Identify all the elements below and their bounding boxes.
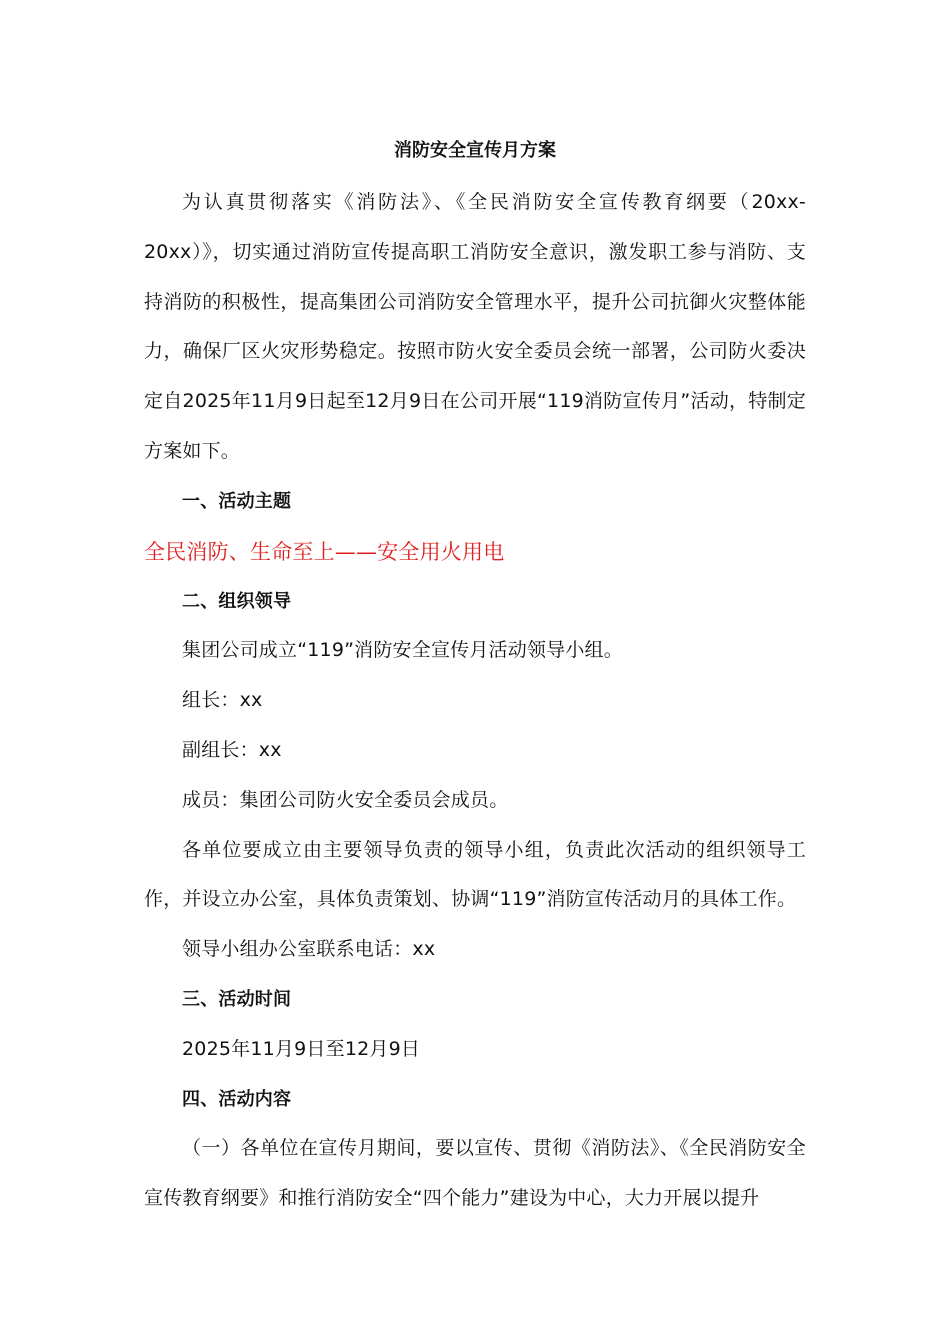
intro-paragraph: 为认真贯彻落实《消防法》、《全民消防安全宣传教育纲要（20xx-20xx）》，切实通过消防宣传提高职工消防安全意识，激发职工参与消防、支持消防的积极性，提高集团公司消防安全管理水平，提升公司抗御火灾整体能力，确保厂区火灾形势稳定。按照市防火安全委员会统一部署，公司防火委决定自2025年11月9日起至12月9日在公司开展“119消防宣传月”活动，特制定方案如下。 bbox=[144, 191, 806, 462]
section-heading-theme: 一、活动主题 bbox=[182, 490, 292, 512]
office-phone-line: 领导小组办公室联系电话：xx bbox=[182, 938, 436, 961]
activity-time-line: 2025年11月9日至12月9日 bbox=[182, 1037, 421, 1060]
deputy-leader-line: 副组长：xx bbox=[182, 738, 282, 761]
section-heading-content: 四、活动内容 bbox=[182, 1088, 292, 1110]
members-line: 成员：集团公司防火安全委员会成员。 bbox=[182, 788, 509, 811]
org-intro-paragraph: 集团公司成立“119”消防安全宣传月活动领导小组。 bbox=[182, 639, 623, 662]
document-body bbox=[144, 128, 806, 1224]
activity-theme: 全民消防、生命至上——安全用火用电 bbox=[144, 539, 505, 564]
units-paragraph: 各单位要成立由主要领导负责的领导小组，负责此次活动的组织领导工作，并设立办公室，具体负责策划、协调“119”消防宣传活动月的具体工作。 bbox=[144, 838, 806, 911]
section-heading-organization: 二、组织领导 bbox=[182, 590, 292, 612]
leader-line: 组长：xx bbox=[182, 689, 263, 712]
content-item-1-paragraph: （一）各单位在宣传月期间，要以宣传、贯彻《消防法》、《全民消防安全宣传教育纲要》和推行消防安全“四个能力”建设为中心，大力开展以提升 bbox=[144, 1137, 806, 1210]
section-heading-time: 三、活动时间 bbox=[182, 988, 292, 1010]
document-title: 消防安全宣传月方案 bbox=[394, 140, 556, 161]
